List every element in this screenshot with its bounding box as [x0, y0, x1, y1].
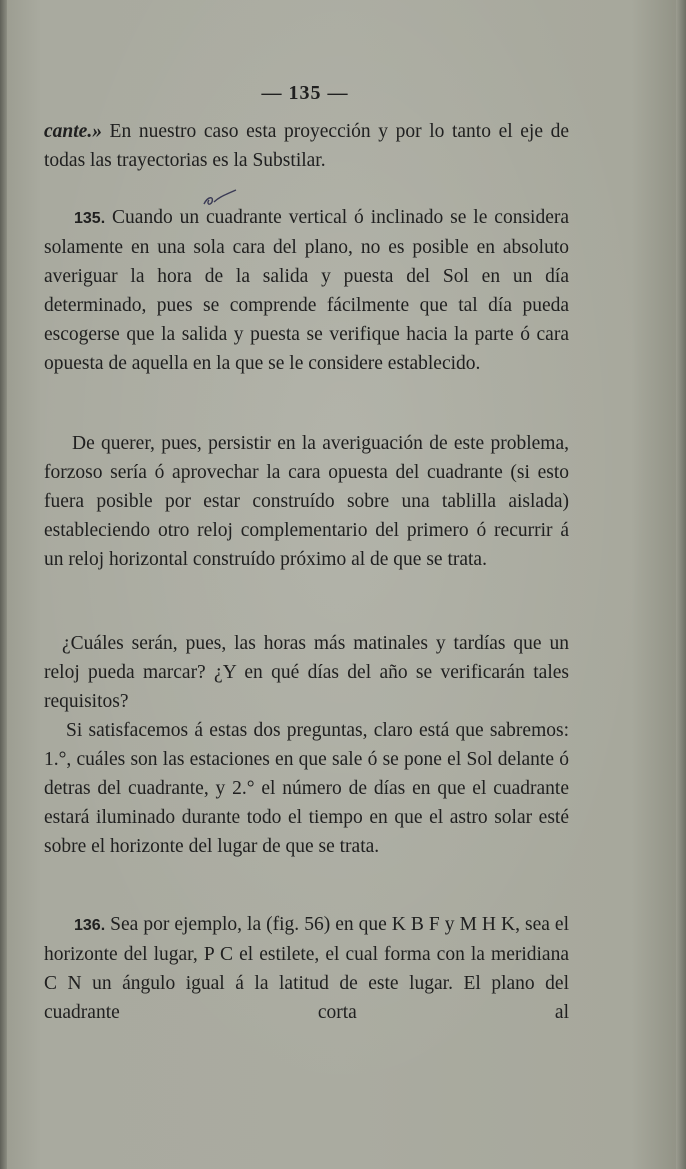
- paragraph-136: [44, 910, 569, 1027]
- page-right-edge: [676, 0, 686, 1169]
- paragraph-135: [44, 203, 569, 378]
- paragraph-text: En nuestro caso esta proyección y por lo tanto el eje de todas las trayectorias es la Substilar.: [44, 121, 569, 171]
- paragraph: [44, 429, 569, 574]
- paragraph-text: Si satisfacemos á estas dos preguntas, claro está que sabremos: 1.°, cuáles son las estaciones en que sale ó se pone el Sol delante ó detras del cuadrante, y 2.° el número de días en que el cuadrante estará iluminado durante todo el tiempo en que el astro solar esté sobre el horizonte del lugar de que se trata.: [44, 720, 569, 857]
- paragraph-text: Cuando un cuadrante vertical ó inclinado se le considera solamente en una sola cara del plano, no es posible en absoluto averiguar la hora de la salida y puesta del Sol en un día determinado, pues se comprende fácilmente que tal día pueda escogerse que la salida y puesta se verifique hacia la parte ó cara opuesta de aquella en la que se le considere establecido.: [44, 207, 569, 374]
- paragraph: [44, 629, 569, 716]
- paragraph-number: 136.: [74, 917, 106, 934]
- page-number-header: — 135 —: [261, 82, 349, 104]
- page-left-edge: [0, 0, 7, 1169]
- paragraph-number: 135.: [74, 210, 106, 227]
- italic-fragment: cante.»: [44, 121, 102, 142]
- paragraph: [44, 716, 569, 861]
- paragraph-text: De querer, pues, persistir en la averiguación de este problema, forzoso sería ó aprovechar la cara opuesta del cuadrante (si esto fuera posible por estar construído sobre una tablilla aislada) estableciendo otro reloj complementario del primero ó recurrir á un reloj horizontal construído próximo al de que se trata.: [44, 433, 569, 570]
- paragraph-text: ¿Cuáles serán, pues, las horas más matinales y tardías que un reloj pueda marcar? ¿Y en qué días del año se verificarán tales requisitos?: [44, 633, 569, 712]
- paragraph-text: Sea por ejemplo, la (fig. 56) en que K B F y M H K, sea el horizonte del lugar, P C el estilete, el cual forma con la meridiana C N un ángulo igual á la latitud de este lugar. El plano del cuadrante corta al: [44, 914, 569, 1023]
- paragraph-continuation: [44, 117, 569, 175]
